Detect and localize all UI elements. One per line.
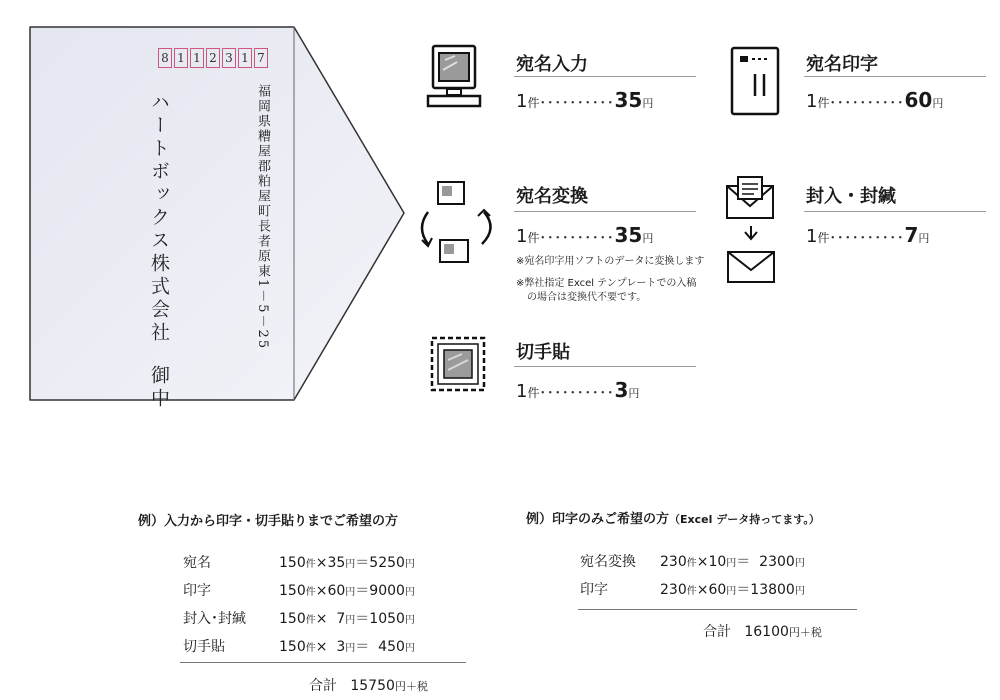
divider bbox=[804, 211, 986, 212]
divider bbox=[514, 76, 696, 77]
service-title-input: 宛名入力 bbox=[516, 54, 588, 75]
convert-note-1: ※宛名印字用ソフトのデータに変換します bbox=[516, 256, 705, 267]
example2-row-label: 宛名変換 bbox=[580, 554, 636, 570]
convert-note-2b: の場合は変換代不要です。 bbox=[527, 292, 647, 303]
service-price-stamp: 1件･･････････3円 bbox=[516, 378, 640, 402]
enclose-seal-icon bbox=[724, 174, 780, 286]
example1-title: 例）入力から印字・切手貼りまでご希望の方 bbox=[138, 514, 399, 529]
postal-digit: 1 bbox=[174, 48, 188, 68]
stamp-icon bbox=[428, 334, 488, 394]
postal-digit: 2 bbox=[206, 48, 220, 68]
service-price-print: 1件･･････････60円 bbox=[806, 88, 944, 112]
postal-digit: 7 bbox=[254, 48, 268, 68]
divider bbox=[514, 366, 696, 367]
service-title-print: 宛名印字 bbox=[806, 54, 878, 75]
service-price-input: 1件･･････････35円 bbox=[516, 88, 654, 112]
convert-note-2a: ※弊社指定 Excel テンプレートでの入稿 bbox=[516, 278, 697, 289]
example1-row-formula: 150件× 3円＝ 450円 bbox=[279, 639, 415, 655]
example1-row-label: 印字 bbox=[183, 583, 211, 599]
postal-digit: 3 bbox=[222, 48, 236, 68]
service-price-convert: 1件･･････････35円 bbox=[516, 223, 654, 247]
recipient-name: ハートボックス株式会社 bbox=[148, 92, 170, 345]
example2-total: 合計 16100円＋税 bbox=[703, 624, 822, 640]
example1-row-label: 封入･封緘 bbox=[183, 611, 246, 627]
example1-row-label: 切手貼 bbox=[183, 639, 225, 655]
printed-label-icon bbox=[728, 44, 788, 120]
example1-divider bbox=[180, 662, 466, 663]
computer-icon bbox=[425, 44, 485, 112]
service-title-enclose: 封入・封緘 bbox=[806, 186, 896, 207]
example1-row-formula: 150件×60円＝9000円 bbox=[279, 583, 415, 599]
example2-title: 例）印字のみご希望の方（Excel データ持ってます。） bbox=[526, 512, 820, 527]
service-title-stamp: 切手貼 bbox=[516, 342, 570, 363]
postal-digit: 8 bbox=[158, 48, 172, 68]
envelope-recipient bbox=[146, 92, 173, 411]
example1-row-label: 宛名 bbox=[183, 555, 211, 571]
example1-row-formula: 150件× 7円＝1050円 bbox=[279, 611, 415, 627]
divider bbox=[514, 211, 696, 212]
example1-row-formula: 150件×35円＝5250円 bbox=[279, 555, 415, 571]
postal-digit: 1 bbox=[238, 48, 252, 68]
example2-row-formula: 230件×10円＝ 2300円 bbox=[660, 554, 805, 570]
service-price-enclose: 1件･･････････7円 bbox=[806, 223, 930, 247]
example2-row-label: 印字 bbox=[580, 582, 608, 598]
example1-total: 合計 15750円＋税 bbox=[309, 678, 428, 694]
divider bbox=[804, 76, 986, 77]
envelope-address: 福岡県糟屋郡粕屋町長者原東1－5－25 bbox=[255, 84, 270, 351]
postal-code-boxes bbox=[158, 48, 268, 68]
example2-row-formula: 230件×60円＝13800円 bbox=[660, 582, 805, 598]
recipient-honorific: 御中 bbox=[148, 365, 170, 411]
convert-cycle-icon bbox=[410, 176, 502, 270]
postal-digit: 1 bbox=[190, 48, 204, 68]
example2-divider bbox=[578, 609, 857, 610]
service-title-convert: 宛名変換 bbox=[516, 186, 588, 207]
